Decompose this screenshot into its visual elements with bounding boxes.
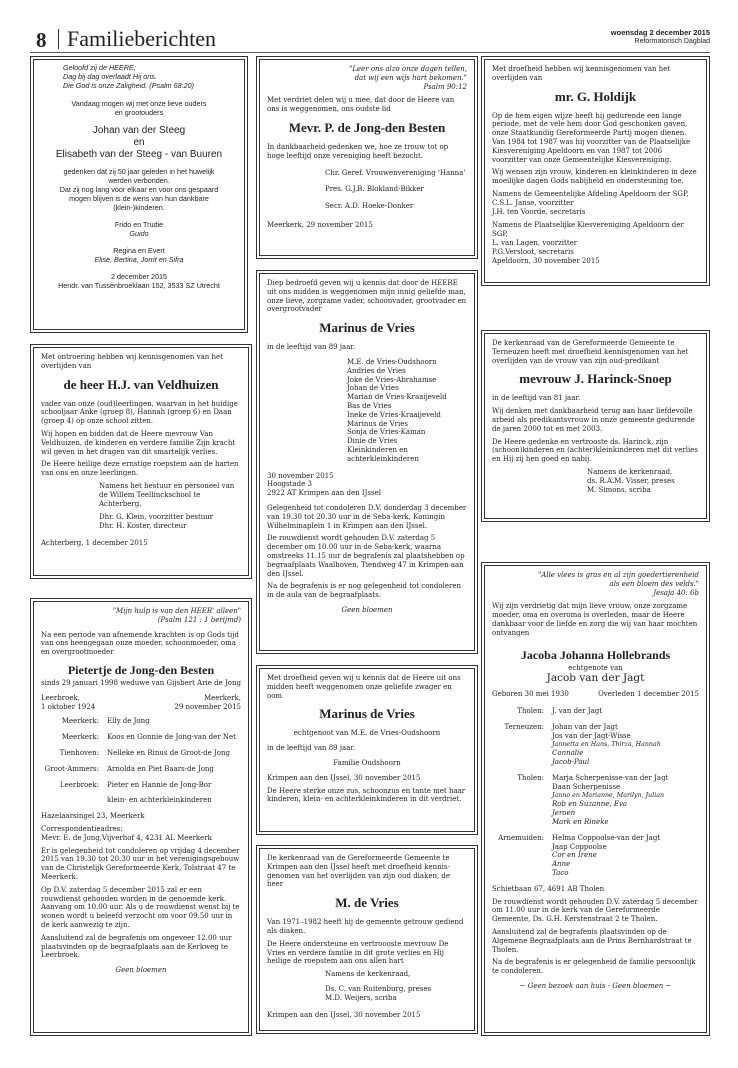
announcement-veldhuizen: Met ontroering hebben wij kennisgenomen van het overlijden van de heer H.J. van Veldhuizen vader van onze (oud)leerlingen, waarvan in het huidige schooljaar Anke (groep 8), Hannah (groep 6) en Daan (groep 4) op onze school zitten. Wij hopen en bidden dat de Heere mevrouw Van Veldhuizen, de kinderen en verdere familie Zijn kracht wil geven in het dragen van dit smartelijk verlies. De Heere heilige deze ernstige roepstem aan de harten van ons en onze leerlingen. Namens het bestuur en personeel van de Willem Teellinckschool te Achterberg, Dhr. G. Klein, voorzitter bestuur Dhr. H. Koster, directeur Achterberg, 1 december 2015 [30, 344, 252, 579]
list-item: Andries de Vries [347, 366, 406, 375]
list-item: Kleinkinderen en [347, 445, 408, 454]
list-item: Tholen: Marja Scherpenisse-van der Jagt Daan Scherpenisse Janno en Marianne, Marilyn, Julian Rob en Suzanne, Eva Jeroen Mark en Rineke [517, 773, 669, 826]
announcement-oudshoorn: Met droefheid geven wij u kennis dat de Heere uit ons midden heeft weggenomen onze geliefde zwager en oom Marinus de Vries echtgenoot van M.E. de Vries-Oudshoorn in de leeftijd van 89 jaar. Familie Oudshoorn Krimpen aan den IJssel, 30 november 2015 De Heere sterke onze zus, schoonzus en tante met haar kinderen, klein- en achterkleinkinderen in dit verdriet. [256, 665, 478, 835]
signature: Namens de kerkenraad, Ds. C. van Ruitenburg, preses M.D. Weijers, scriba [325, 970, 432, 1002]
announcement-vrouwenvereniging: "Leer ons alzo onze dagen tellen, dat wij een wijs hart bekomen." Psalm 90:12 Met verdriet delen wij u mee, dat door de Heere van ons is weggenomen, ons oudste lid Mevr. P. de Jong-den Besten In dankbaarheid gedenken we, hoe ze trouw tot op hoge leeftijd onze vereniging heeft bezocht. Chr. Geref. Vrouwenvereniging 'Hanna' Pres. G.J.B. Blokland-Bikker Secr. A.D. Hoeke-Donker Meerkerk, 29 november 2015 [256, 56, 478, 259]
family-2: Regina en Evert Elise, Bertina, Jorrit en Sifra [94, 246, 184, 264]
page-number: 8 [36, 28, 47, 52]
list-item: Tienhoven: Nelleke en Rinus de Groot-de Jong [59, 748, 230, 757]
list-item: Joke de Vries-Abrahamse [347, 375, 437, 384]
list-item: Ineke de Vries-Kraaijeveld [347, 410, 441, 419]
family-1: Frido en Trudie Guido [114, 220, 164, 238]
announcement-de-vries-family: Diep bedroefd geven wij u kennis dat door de HEERE uit ons midden is weggenomen mijn innig geliefde man, onze lieve, zorgzame vader, schoonvader, grootvader en overgrootvader Marinus de Vries in de leeftijd van 89 jaar. M.E. de Vries-Oudshoorn Andries de Vries Joke de Vries-Abrahamse Johan de Vries Marian de Vries-Kraaijeveld Bas de Vries Ineke de Vries-Kraaijeveld Marinus de Vries Sonja de Vries-Kaman Dinie de Vries Kleinkinderen en achterkleinkinderen 30 november 2015 Hoogstade 3 2922 AT Krimpen aan den IJssel Gelegenheid tot condoleren D.V. donderdag 3 december van 19.30 tot 20.30 uur in de Seba-kerk, Koningin Wilhelminaplein 1 in Krimpen aan den IJssel. De rouwdienst wordt gehouden D.V. zaterdag 5 december om 10.00 uur in de Seba-kerk, waarna omstreeks 11.15 uur de begrafenis zal plaatshebben op begraafplaats Waalhoven, Tiendweg 47 in Krimpen aan den IJssel. Na de begrafenis is er nog gelegenheid tot condoleren in de aula van de begraafplaats. Geen bloemen [256, 270, 478, 654]
family-list [492, 707, 699, 878]
header-divider [58, 29, 59, 49]
list-item: Terneuzen: Johan van der Jagt Jos van der Jagt-Wisse Jannetta en Hans, Thirza, Hannah Connalie Jacob-Paul [504, 722, 661, 767]
deceased-name: Mevr. P. de Jong-den Besten [288, 119, 446, 135]
signature-plaatselijk: Namens de Plaatselijke Kiesvereniging Apeldoorn der SGP, L. van Lagen, voorzitter P.G.Versloot, secretaris Apeldoorn, 30 november 2015 [492, 221, 684, 265]
signature: Chr. Geref. Vrouwenvereniging 'Hanna' Pres. G.J.B. Blokland-Bikker Secr. A.D. Hoeke-Donker [325, 168, 466, 211]
deceased-name: Marinus de Vries [319, 706, 415, 722]
list-item: klein- en achterkleinkinderen [107, 796, 212, 805]
deceased-name: de heer H.J. van Veldhuizen [63, 376, 219, 392]
deceased-name: mr. G. Holdijk [554, 88, 637, 104]
signature-school: Namens het bestuur en personeel van de Willem Teellinckschool te Achterberg, Dhr. G. Klein, voorzitter bestuur Dhr. H. Koster, directeur [99, 481, 235, 531]
name-wife: Elisabeth van der Steeg - van Buuren [55, 149, 223, 160]
anniversary-names: Johan van der Steeg en Elisabeth van der Steeg - van Buuren [41, 125, 237, 161]
list-item: Arnemuiden: Helma Coppoolse-van der Jagt Jaap Coppoolse Cor en Irene Anne Taco [498, 833, 661, 877]
list-item: Marinus de Vries [347, 419, 408, 428]
family-list [267, 358, 467, 464]
anniversary-text: gedenken dat zij 50 jaar geleden in het huwelijk werden verbonden. Dat zij nog lang voor elkaar en voor ons gespaard mogen blijven is de wens van hun dankbare (klein-)kinderen. [59, 167, 219, 212]
announcement-kerkenraad-krimpen: De kerkenraad van de Gereformeerde Gemeente te Krimpen aan den IJssel heeft met droefheid kennis-genomen van het overlijden van zijn oud diaken, de heer M. de Vries Van 1971–1982 heeft hij de gemeente getrouw gediend als diaken. De Heere ondersteune en vertroooste mevrouw De Vries en verdere familie in dit grote verlies en Hij heilige de roepstem aan ons allen hart Namens de kerkenraad, Ds. C. van Ruitenburg, preses M.D. Weijers, scriba Krimpen aan den IJssel, 30 november 2015 [256, 845, 478, 1034]
list-item: Tholen: J. van der Jagt [517, 707, 603, 716]
anniversary-address: Hendr. van Tussenbroeklaan 152, 3533 SZ Utrecht [58, 281, 220, 290]
announcement-de-jong: "Mijn hulp is van den HEER' alleen" (Psalm 121 : 1 berijmd) Na een periode van afnemende krachten is op Gods tijd van ons heengegaan onze moeder, schoonmoeder, oma en overgrootmoeder Pietertje de Jong-den Besten sinds 29 januari 1998 weduwe van Gijsbert Arie de Jong Leerbroek, 1 oktober 1924 Meerkerk, 29 november 2015 Meerkerk: Elly de Jong Meerkerk: Koos en Gonnie de Jong-van der Net Tienhoven: Nelleke en Rinus de Groot-de Jong Groot-Ammers: Arnolda en Piet Baars-de Jong Leerbroek: Pieter en Hannie de Jong-Bor klein- en achterkleinkinderen Hazelaarsingel 23, Meerkerk Correspondentieadres: Mevr. E. de Jong,Vijverhof 4, 4231 AL Meerkerk Er is gelegenheid tot condoleren op vrijdag 4 december 2015 van 19.30 tot 20.30 uur in het verenigingsgebouw van de Christelijk Gereformeerde Kerk, Tolstraat 47 te Meerkerk. Op D.V. zaterdag 5 december 2015 zal er een rouwdienst gehouden worden in de genoemde kerk. Aanvang om 10.00 uur. Als u de rouwdienst wenst bij te wonen wordt u beleefd verzocht om voor 09.50 uur in de kerk aanwezig te zijn. Aansluitend zal de begrafenis om ongeveer 12.00 uur plaatsvinden op de begraafplaats aan de Kerkweg te Leerbroek. Geen bloemen [30, 598, 252, 1036]
page-header [30, 26, 710, 53]
section-title: Familieberichten [67, 26, 217, 51]
place-date: Achterberg, 1 december 2015 [41, 538, 148, 547]
list-item: Meerkerk: Elly de Jong [61, 717, 150, 726]
anniversary-quote: Geloofd zij de HEERE; Dag bij dag overlaadt Hij ons. Die God is onze Zaligheid. (Psalm 68:20) [63, 63, 195, 90]
list-item: Bas de Vries [347, 401, 392, 410]
name-husband: Johan van der Steeg [92, 125, 186, 136]
signature: Namens de kerkenraad, ds. R.A.M. Visser, preses M. Simons, scriba [587, 467, 675, 494]
announcement-hollebrands: "Alle vlees is gras en al zijn goedertierenheid als een bloem des velds." Jesaja 40: 6b Wij zijn verdrietig dat mijn lieve vrouw, onze zorgzame moeder, oma en overoma is overleden, maar de Heere dankbaar voor de liefde en zorg die wij van haar mochten ontvangen Jacoba Johanna Hollebrands echtgenote van Jacob van der Jagt Geboren 30 mei 1930 Overleden 1 december 2015 Tholen: J. van der Jagt Terneuzen: Johan van der Jagt Jos van der Jagt-Wisse Jannetta en Hans, Thirza, Hannah Connalie Jacob-Paul Tholen: Marja Scherpenisse-van der Jagt Daan Scherpenisse Janno en Marianne, Marilyn, Julian Rob en Suzanne, Eva Jeroen Mark en Rineke Arnemuiden: Helma Coppoolse-van der Jagt Jaap Coppoolse Cor en Irene Anne Taco Schietbaan 67, 4691 AB Tholen De rouwdienst wordt gehouden D.V. zaterdag 5 december om 11.00 uur in de kerk van de Gereformeerde Gemeente, Ds. G.H. Kerstenstraat 2 te Tholen. Aansluitend zal de begrafenis plaatsvinden op de Algemene Begraafplaats aan de Prins Bernhardstraat te Tholen. Na de begrafenis is er gelegenheid de familie persoonlijk te condoleren. ~ Geen bezoek aan huis - Geen bloemen ~ [481, 562, 710, 1036]
announcement-anniversary [30, 56, 248, 333]
deceased-name: Pietertje de Jong-den Besten [67, 662, 215, 677]
place-date: Meerkerk, 29 november 2015 [267, 220, 373, 229]
list-item: Meerkerk: Koos en Gonnie de Jong-van der Net [61, 733, 236, 742]
announcement-harinck: De kerkenraad van de Gereformeerde Gemeente te Terneuzen heeft met droefheid kennisgenomen van het overlijden van de vrouw van zijn oud-predikant mevrouw J. Harinck-Snoep in de leeftijd van 81 jaar. Wij denken met dankbaarheid terug aan haar liefdevolle arbeid als predikantsvrouw in onze gemeente gedurende de jaren 2000 tot en met 2003. De Heere gedenke en vertrooste ds. Harinck, zijn (schoon)kinderen en (achter)kleinkinderen met dit verlies en Hij zij hen goed en nabij. Namens de kerkenraad, ds. R.A.M. Visser, preses M. Simons, scriba [481, 330, 710, 522]
place-date: Krimpen aan den IJssel, 30 november 2015 [267, 1010, 421, 1019]
birth-death: Geboren 30 mei 1930 Overleden 1 december 2015 [492, 690, 699, 699]
anniversary-intro: Vandaag mogen wij met onze lieve ouders en grootouders [71, 99, 207, 117]
deceased-name: Jacoba Johanna Hollebrands [520, 647, 671, 662]
signature-gemeentelijk: Namens de Gemeentelijke Afdeling Apeldoorn der SGP, C.S.L. Janse, voorzitter J.H. ten Voorde, secretaris [492, 189, 689, 216]
address-block: 30 november 2015 Hoogstade 3 2922 AT Krimpen aan den IJssel [267, 471, 381, 498]
list-item: Johan de Vries [347, 384, 399, 393]
list-item: Sonja de Vries-Kaman [347, 428, 426, 437]
list-item: Leerbroek: Pieter en Hannie de Jong-Bor [59, 780, 212, 789]
newspaper-name: Reformatorisch Dagblad [634, 38, 710, 45]
header-date [611, 28, 710, 46]
list-item: Dinie de Vries [347, 437, 398, 446]
deceased-name: mevrouw J. Harinck-Snoep [519, 371, 672, 387]
list-item: Groot-Ammers: Arnolda en Piet Baars-de Jong [44, 764, 214, 773]
family-list [41, 717, 241, 805]
deceased-name: Marinus de Vries [319, 320, 415, 336]
list-item: Marian de Vries-Kraaijeveld [347, 393, 447, 402]
list-item: M.E. de Vries-Oudshoorn [347, 357, 437, 366]
deceased-name: M. de Vries [335, 895, 399, 911]
list-item: achterkleinkinderen [347, 454, 419, 463]
issue-date: woensdag 2 december 2015 [610, 28, 710, 37]
birth-death: Leerbroek, 1 oktober 1924 Meerkerk, 29 november 2015 [41, 693, 241, 711]
anniversary-date: 2 december 2015 [111, 272, 167, 281]
announcement-holdijk: Met droefheid hebben wij kennisgenomen van het overlijden van mr. G. Holdijk Op de hem eigen wijze heeft hij gedurende een lange periode, met de vele hem door God geschonken gaven, onze Staatkundig Gereformeerde Partij mogen dienen. Van 1984 tot 1987 was hij voorzitter van de Plaatselijke Kiesvereniging Apeldoorn en van 1987 tot 2006 voorzitter van onze Gemeentelijke Kiesvereniging. Wij wensen zijn vrouw, kinderen en kleinkinderen in deze moeilijke dagen Gods nabijheid en ondersteuning toe. Namens de Gemeentelijke Afdeling Apeldoorn der SGP, C.S.L. Janse, voorzitter J.H. ten Voorde, secretaris Namens de Plaatselijke Kiesvereniging Apeldoorn der SGP, L. van Lagen, voorzitter P.G.Versloot, secretaris Apeldoorn, 30 november 2015 [481, 56, 710, 286]
spouse-name: Jacob van der Jagt [546, 672, 645, 685]
